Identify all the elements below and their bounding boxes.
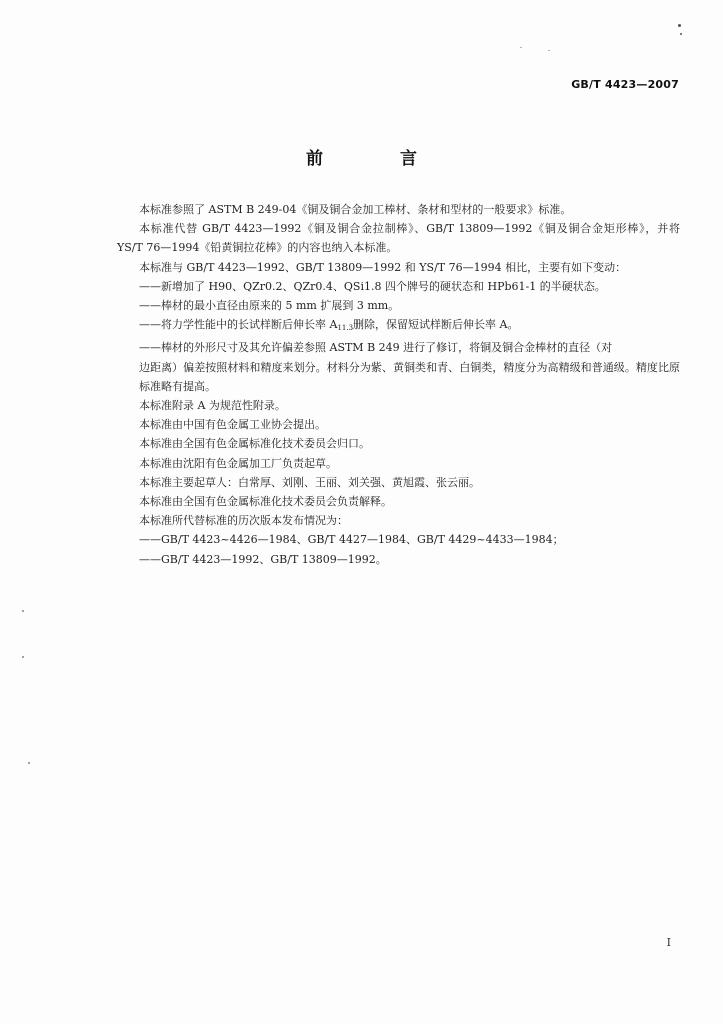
scan-speck bbox=[520, 47, 522, 48]
paragraph-interpretation: 本标准由全国有色金属标准化技术委员会负责解释。 bbox=[139, 495, 392, 509]
history-item-1984: ——GB/T 4423~4426—1984、GB/T 4427—1984、GB/T 4429~4433—1984； bbox=[139, 533, 564, 547]
paragraph-drafters: 本标准主要起草人：白常厚、刘刚、王丽、刘关强、黄旭霞、张云丽。 bbox=[139, 475, 480, 489]
change-item-elongation bbox=[117, 315, 680, 338]
paragraph-drafted-by: 本标准由沈阳有色金属加工厂负责起草。 bbox=[139, 456, 337, 470]
elongation-text-after: 删除，保留短试样断后伸长率 A。 bbox=[353, 318, 519, 332]
paragraph-proposed-by: 本标准由中国有色金属工业协会提出。 bbox=[139, 418, 326, 432]
history-item-1992: ——GB/T 4423—1992、GB/T 13809—1992。 bbox=[139, 552, 387, 566]
scan-speck bbox=[22, 610, 24, 612]
scan-speck bbox=[22, 656, 24, 658]
standard-code-header: GB/T 4423—2007 bbox=[571, 78, 679, 91]
paragraph-history-intro: 本标准所代替标准的历次版本发布情况为： bbox=[139, 514, 348, 528]
change-item-new-grades: ——新增加了 H90、QZr0.2、QZr0.4、QSi1.8 四个牌号的硬状态和 HPb61-1 的半硬状态。 bbox=[139, 279, 606, 293]
page-title: 前 言 bbox=[306, 149, 447, 169]
scan-speck bbox=[548, 50, 550, 51]
paragraph-annex: 本标准附录 A 为规范性附录。 bbox=[139, 399, 286, 413]
paragraph-reference: 本标准参照了 ASTM B 249-04《铜及铜合金加工棒材、条材和型材的一般要求》标准。 bbox=[139, 203, 572, 216]
scan-speck bbox=[680, 33, 682, 35]
scan-speck bbox=[678, 24, 681, 27]
paragraph-changes-intro: 本标准与 GB/T 4423—1992、GB/T 13809—1992 和 YS/T 76—1994 相比，主要有如下变动： bbox=[139, 260, 627, 274]
paragraph-under-jurisdiction: 本标准由全国有色金属标准化技术委员会归口。 bbox=[139, 437, 370, 451]
paragraph-replaces: 本标准代替 GB/T 4423—1992《铜及铜合金拉制棒》、GB/T 13809—1992《铜及铜合金矩形棒》，并将 YS/T 76—1994《铅黄铜拉花棒》的内容也纳入本标准。 bbox=[117, 222, 680, 255]
scan-speck bbox=[28, 762, 30, 764]
page-number: I bbox=[666, 936, 671, 949]
foreword-body bbox=[117, 200, 680, 569]
elongation-text-before: ——将力学性能中的长试样断后伸长率 A bbox=[139, 318, 338, 332]
change-item-min-diameter: ——棒材的最小直径由原来的 5 mm 扩展到 3 mm。 bbox=[139, 299, 400, 313]
elongation-subscript: 11.3 bbox=[337, 324, 354, 333]
change-item-tolerance-continued: 边距离）偏差按照材料和精度来划分。材料分为紫、黄铜类和青、白铜类，精度分为高精级和普通级。精度比原标准略有提高。 bbox=[139, 360, 680, 393]
change-item-tolerance: ——棒材的外形尺寸及其允许偏差参照 ASTM B 249 进行了修订，将铜及铜合金棒材的直径（对 bbox=[139, 341, 613, 355]
